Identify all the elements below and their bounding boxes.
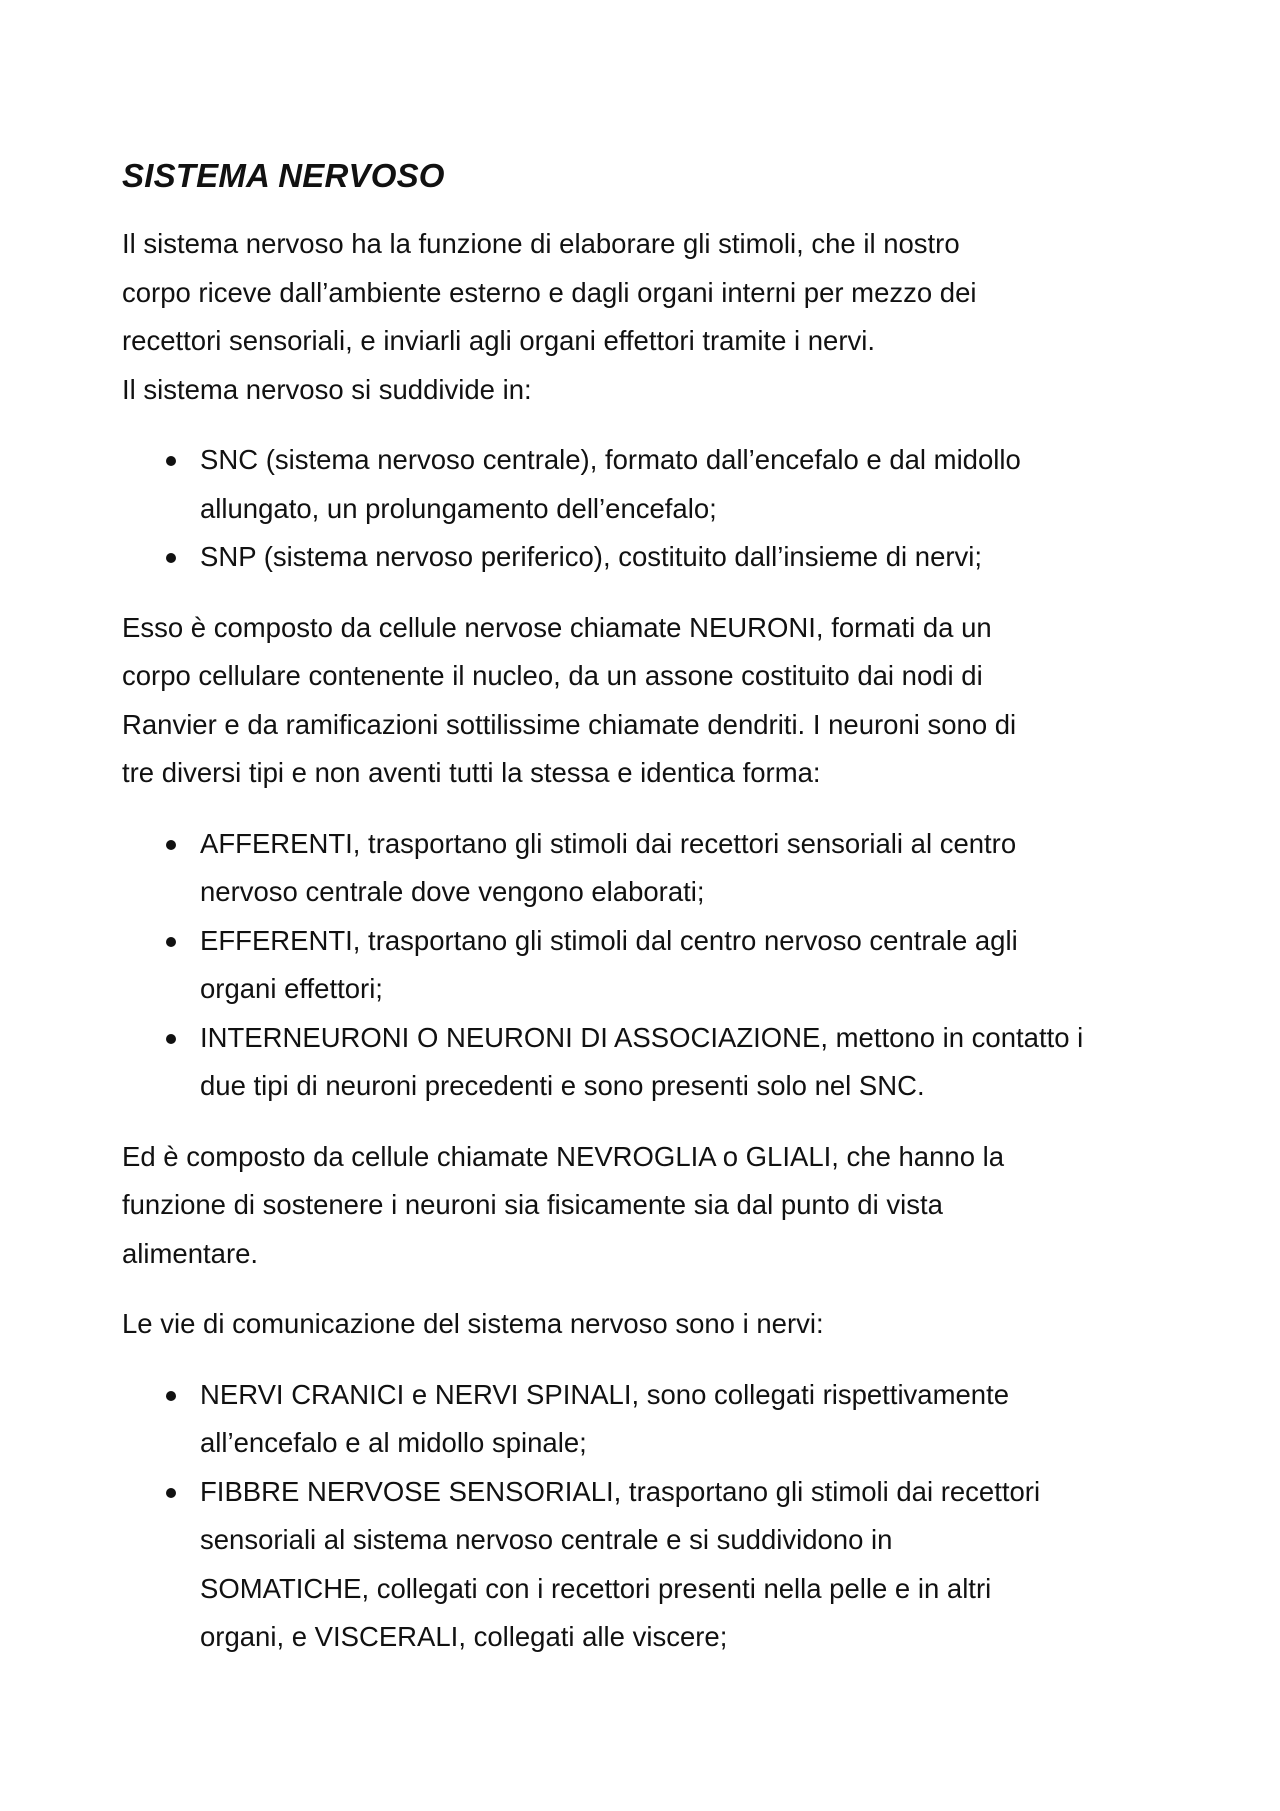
- bullet-icon: [166, 1488, 176, 1498]
- list-neuron-types: [122, 820, 1182, 1111]
- text-line: Ranvier e da ramificazioni sottilissime chiamate dendriti. I neuroni sono di: [122, 708, 1017, 740]
- page-title: SISTEMA NERVOSO: [122, 157, 445, 194]
- text-line: all’encefalo e al midollo spinale;: [200, 1427, 587, 1458]
- list-item: [122, 533, 1182, 582]
- list-item: [122, 436, 1182, 533]
- text-line: alimentare.: [122, 1237, 259, 1269]
- list-nerves: [122, 1371, 1182, 1662]
- text-line: tre diversi tipi e non aventi tutti la stessa e identica forma:: [122, 757, 821, 788]
- text-line: INTERNEURONI O NEURONI DI ASSOCIAZIONE, mettono in contatto i: [200, 1021, 1084, 1053]
- bullet-icon: [166, 1391, 176, 1401]
- text-line: recettori sensoriali, e inviarli agli organi effettori tramite i nervi.: [122, 325, 876, 356]
- list-item: [122, 1014, 1182, 1111]
- bullet-icon: [166, 1034, 176, 1044]
- text-line: AFFERENTI, trasportano gli stimoli dai recettori sensoriali al centro: [200, 827, 1017, 859]
- list-item: [122, 1371, 1182, 1468]
- text-line: due tipi di neuroni precedenti e sono presenti solo nel SNC.: [200, 1070, 925, 1101]
- text-line: Ed è composto da cellule chiamate NEVROGLIA o GLIALI, che hanno la: [122, 1140, 1005, 1172]
- text-line: organi, e VISCERALI, collegati alle viscere;: [200, 1621, 728, 1652]
- text-line: Il sistema nervoso ha la funzione di elaborare gli stimoli, che il nostro: [122, 228, 960, 259]
- bullet-icon: [166, 553, 176, 563]
- text-line: corpo riceve dall’ambiente esterno e dagli organi interni per mezzo dei: [122, 276, 977, 308]
- paragraph-glia: [122, 1133, 1182, 1279]
- text-line: SNC (sistema nervoso centrale), formato dall’encefalo e dal midollo: [200, 444, 1021, 475]
- text-line: allungato, un prolungamento dell’encefalo;: [200, 492, 717, 524]
- document-body: [122, 152, 1182, 1684]
- paragraph-nerves: [122, 1300, 1182, 1349]
- text-line: SOMATICHE, collegati con i recettori presenti nella pelle e in altri: [200, 1572, 992, 1604]
- text-line: nervoso centrale dove vengono elaborati;: [200, 876, 705, 907]
- paragraph-intro: [122, 220, 1182, 414]
- text-line: funzione di sostenere i neuroni sia fisicamente sia dal punto di vista: [122, 1189, 943, 1220]
- paragraph-neurons: [122, 604, 1182, 798]
- list-item: [122, 917, 1182, 1014]
- text-line: organi effettori;: [200, 973, 383, 1004]
- text-line: NERVI CRANICI e NERVI SPINALI, sono collegati rispettivamente: [200, 1378, 1010, 1410]
- bullet-icon: [166, 456, 176, 466]
- list-item: [122, 820, 1182, 917]
- text-line: FIBBRE NERVOSE SENSORIALI, trasportano gli stimoli dai recettori: [200, 1475, 1041, 1507]
- text-line: corpo cellulare contenente il nucleo, da un assone costituito dai nodi di: [122, 660, 983, 691]
- text-line: Esso è composto da cellule nervose chiamate NEURONI, formati da un: [122, 611, 992, 643]
- list-subdivisions: [122, 436, 1182, 582]
- text-line: Le vie di comunicazione del sistema nervoso sono i nervi:: [122, 1308, 824, 1339]
- text-line: sensoriali al sistema nervoso centrale e si suddividono in: [200, 1524, 893, 1555]
- bullet-icon: [166, 840, 176, 850]
- bullet-icon: [166, 937, 176, 947]
- text-line: Il sistema nervoso si suddivide in:: [122, 373, 532, 405]
- list-item: [122, 1468, 1182, 1662]
- text-line: SNP (sistema nervoso periferico), costituito dall’insieme di nervi;: [200, 541, 983, 572]
- text-line: EFFERENTI, trasportano gli stimoli dal centro nervoso centrale agli: [200, 924, 1018, 956]
